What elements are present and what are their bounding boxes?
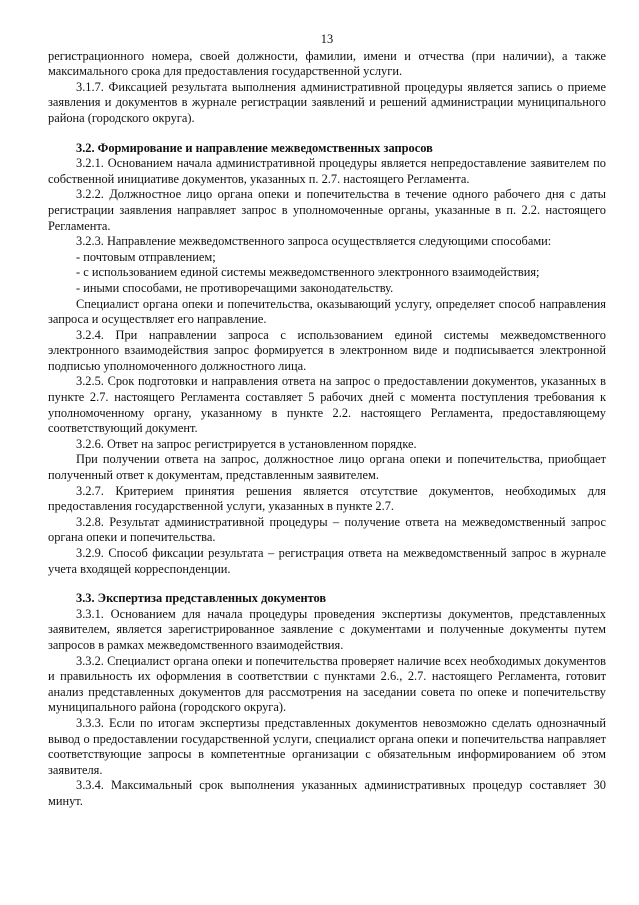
paragraph-3-3-1: 3.3.1. Основанием для начала процедуры проведения экспертизы документов, представленных заявителем, является зарегистрированное заявление с документами и полученные документы путем запросов в рамках межведомственного взаимодействия. <box>48 606 606 652</box>
intro-paragraph-1: регистрационного номера, своей должности, фамилии, имени и отчества (при наличии), а также максимального срока для предоставления государственной услуги. <box>48 48 606 79</box>
paragraph-3-2-9: 3.2.9. Способ фиксации результата – регистрация ответа на межведомственный запрос в журнале учета входящей корреспонденции. <box>48 546 606 576</box>
list-item-smev: - с использованием единой системы межведомственного электронного взаимодействия; <box>76 265 540 280</box>
paragraph-3-3-2: 3.3.2. Специалист органа опеки и попечительства проверяет наличие всех необходимых документов и правильность их оформления в соответствии с пунктами 2.6., 2.7. настоящего Регламента, готовит анализ представленных документов для рассмотрения на заседании совета по опеке и попечительству муниципального района (городского округа). <box>48 653 606 715</box>
paragraph-response: При получении ответа на запрос, должностное лицо органа опеки и попечительства, приобщает полученный ответ к документам, представленным заявителем. <box>48 452 606 483</box>
paragraph-3-2-3: 3.2.3. Направление межведомственного запроса осуществляется следующими способами: <box>76 234 552 249</box>
paragraph-3-2-2: 3.2.2. Должностное лицо органа опеки и попечительства в течение одного рабочего дня с даты регистрации заявления направляет запрос в уполномоченные органы, указанные в п. 2.2. настоящего Регламента. <box>48 187 606 233</box>
list-item-other: - иными способами, не противоречащими законодательству. <box>76 280 394 295</box>
paragraph-specialist: Специалист органа опеки и попечительства, оказывающий услугу, определяет способ направления запроса и осуществляет его направление. <box>48 296 606 327</box>
list-item-post: - почтовым отправлением; <box>76 249 216 264</box>
paragraph-3-2-5: 3.2.5. Срок подготовки и направления ответа на запрос о предоставлении документов, указанных в пункте 2.7. настоящего Регламента составляет 5 рабочих дней с момента поступления требования к уполномоченному органу, указанному в пункте 2.2. настоящего Регламента, предоставляющему соответствующий документ. <box>48 374 606 436</box>
paragraph-3-2-4: 3.2.4. При направлении запроса с использованием единой системы межведомственного электронного взаимодействия запрос формируется в электронном виде и подписывается электронной подписью уполномоченного должностного лица. <box>48 327 606 373</box>
paragraph-3-2-6: 3.2.6. Ответ на запрос регистрируется в установленном порядке. <box>76 436 417 451</box>
intro-paragraph-2: 3.1.7. Фиксацией результата выполнения административной процедуры является запись о приеме заявления и документов в журнале регистрации заявлений и решений администрации муниципального района (городского округа). <box>48 79 606 125</box>
paragraph-3-2-8: 3.2.8. Результат административной процедуры – получение ответа на межведомственный запрос органа опеки и попечительства. <box>48 514 606 545</box>
paragraph-3-3-4: 3.3.4. Максимальный срок выполнения указанных административных процедур составляет 30 минут. <box>48 778 606 808</box>
section-3-2-heading: 3.2. Формирование и направление межведомственных запросов <box>76 140 433 155</box>
paragraph-3-3-3: 3.3.3. Если по итогам экспертизы представленных документов невозможно сделать однозначный вывод о предоставлении государственной услуги, специалист органа опеки и попечительства направляет соответствующие запросы в компетентные организации с обязательным информированием об этом заявителя. <box>48 715 606 777</box>
section-3-3-heading: 3.3. Экспертиза представленных документов <box>76 591 327 606</box>
paragraph-3-2-7: 3.2.7. Критерием принятия решения является отсутствие документов, необходимых для предоставления государственной услуги, указанных в пункте 2.7. <box>48 483 606 514</box>
paragraph-3-2-1: 3.2.1. Основанием начала административной процедуры является непредоставление заявителем по собственной инициативе документов, указанных п. 2.7. настоящего Регламента. <box>48 156 606 186</box>
page-number: 13 <box>320 32 334 46</box>
